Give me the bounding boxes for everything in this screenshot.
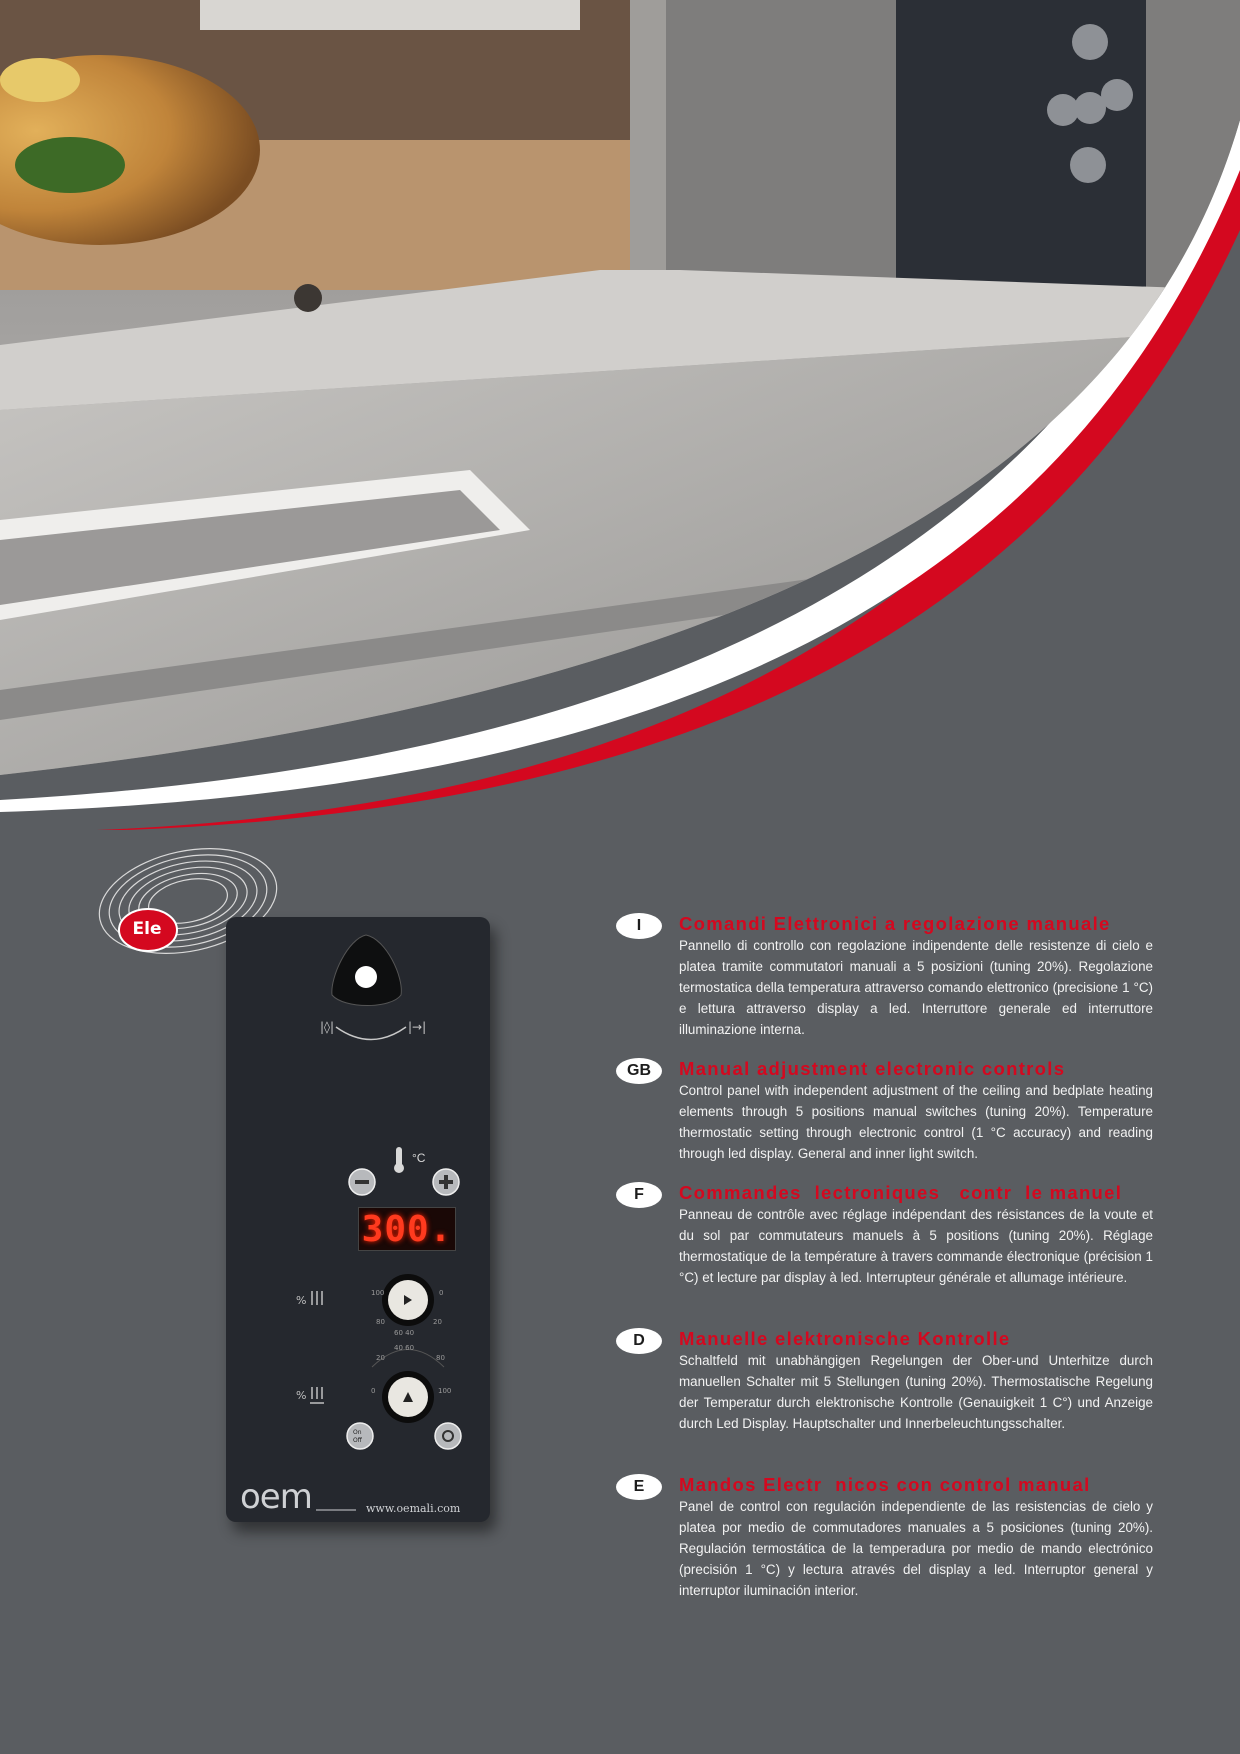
minus-button-icon: [349, 1169, 375, 1195]
brand-website: www.oemali.com: [366, 1502, 461, 1515]
control-panel: [226, 917, 490, 1522]
svg-text:80: 80: [436, 1354, 445, 1362]
light-button: [435, 1423, 461, 1449]
section-body: Schaltfeld mit unabhängigen Regelungen der Ober-und Unterhitze durch manuellen Schalter mit 5 Stellungen (tuning 20%). Thermostatische Regelung der Temperatur durch elektronische Kontrolle (Genauigkeit 1 C°) und Anzeige durch Led Display. Hauptschalter und Innerbeleuchtungsschalter.: [679, 1353, 1153, 1431]
svg-text:%: %: [296, 1389, 307, 1402]
main-switch-indicator: [355, 966, 377, 988]
section-heading: Manual adjustment electronic controls: [679, 1058, 1066, 1079]
svg-text:100: 100: [438, 1387, 452, 1395]
bedplate-heat-dial: [371, 1344, 451, 1423]
language-flag: D: [616, 1328, 662, 1354]
svg-text:20: 20: [376, 1354, 385, 1362]
svg-text:80: 80: [376, 1318, 385, 1326]
section-heading: Comandi Elettronici a regolazione manuale: [679, 913, 1111, 934]
svg-text:40 60: 40 60: [394, 1344, 415, 1352]
section-body: Panel de control con regulación independiente de las resistencias de cielo y platea por medio de commutadores manuales a 5 posiciones (tuning 20%). Regulación termostática de la temperadura por medio de mando electrónico (precisión 1 °C) y lectura através del display a led. Interruptor general y interruptor iluminación interior.: [679, 1499, 1153, 1598]
section-heading: Commandes lectroniques contr le manuel: [679, 1182, 1123, 1203]
section-heading: Mandos Electr nicos con control manual: [679, 1474, 1091, 1495]
svg-text:%: %: [296, 1294, 307, 1307]
svg-text:20: 20: [433, 1318, 442, 1326]
section-body: Pannello di controllo con regolazione indipendente delle resistenze di cielo e platea tramite commutatori manuali a 5 posizioni (tuning 20%). Regolazione termostatica della temperatura attraverso comando elettronico (precisione 1 °C) e lettura attraverso display a led. Interruttore generale ed interruttore illuminazione interna.: [679, 938, 1153, 1037]
switch-arc: [336, 1027, 406, 1040]
language-flag: E: [616, 1474, 662, 1500]
oven-photo: [0, 0, 1240, 830]
section-heading: Manuelle elektronische Kontrolle: [679, 1328, 1011, 1349]
on-off-label-bottom: Off: [353, 1437, 362, 1444]
section-body: Panneau de contrôle avec réglage indépendant des résistances de la voute et du sol par commutateurs manuels à 5 positions (tuning 20%). Réglage thermostatique de la température à travers commande électronique (précision 1 °C) et lecture par display à led. Interrupteur générale et allumage intérieure.: [679, 1207, 1153, 1285]
plus-button-icon: [433, 1169, 459, 1195]
temperature-unit: °C: [412, 1151, 426, 1165]
language-flag: F: [616, 1182, 662, 1208]
svg-text:|◊|: |◊|: [320, 1020, 335, 1034]
language-flag: GB: [616, 1058, 662, 1084]
svg-text:60 40: 60 40: [394, 1329, 415, 1337]
section-body: Control panel with independent adjustment of the ceiling and bedplate heating elements through 5 positions manual switches (tuning 20%). Temperature thermostatic setting through electronic control (1 °C accuracy) and reading through led display. General and inner light switch.: [679, 1083, 1153, 1161]
svg-text:100: 100: [371, 1289, 385, 1297]
svg-text:0: 0: [439, 1289, 444, 1297]
on-off-button: [347, 1423, 373, 1449]
thermometer-icon: [394, 1147, 404, 1173]
ele-label: Ele: [132, 919, 162, 939]
svg-text:|→|: |→|: [408, 1020, 427, 1034]
svg-text:0: 0: [371, 1387, 376, 1395]
brand-logo: oem: [240, 1477, 312, 1517]
temperature-display: 300.: [358, 1207, 456, 1251]
language-flag: I: [616, 913, 662, 939]
ceiling-heat-dial: [371, 1274, 443, 1337]
on-off-label-top: On: [353, 1429, 362, 1436]
